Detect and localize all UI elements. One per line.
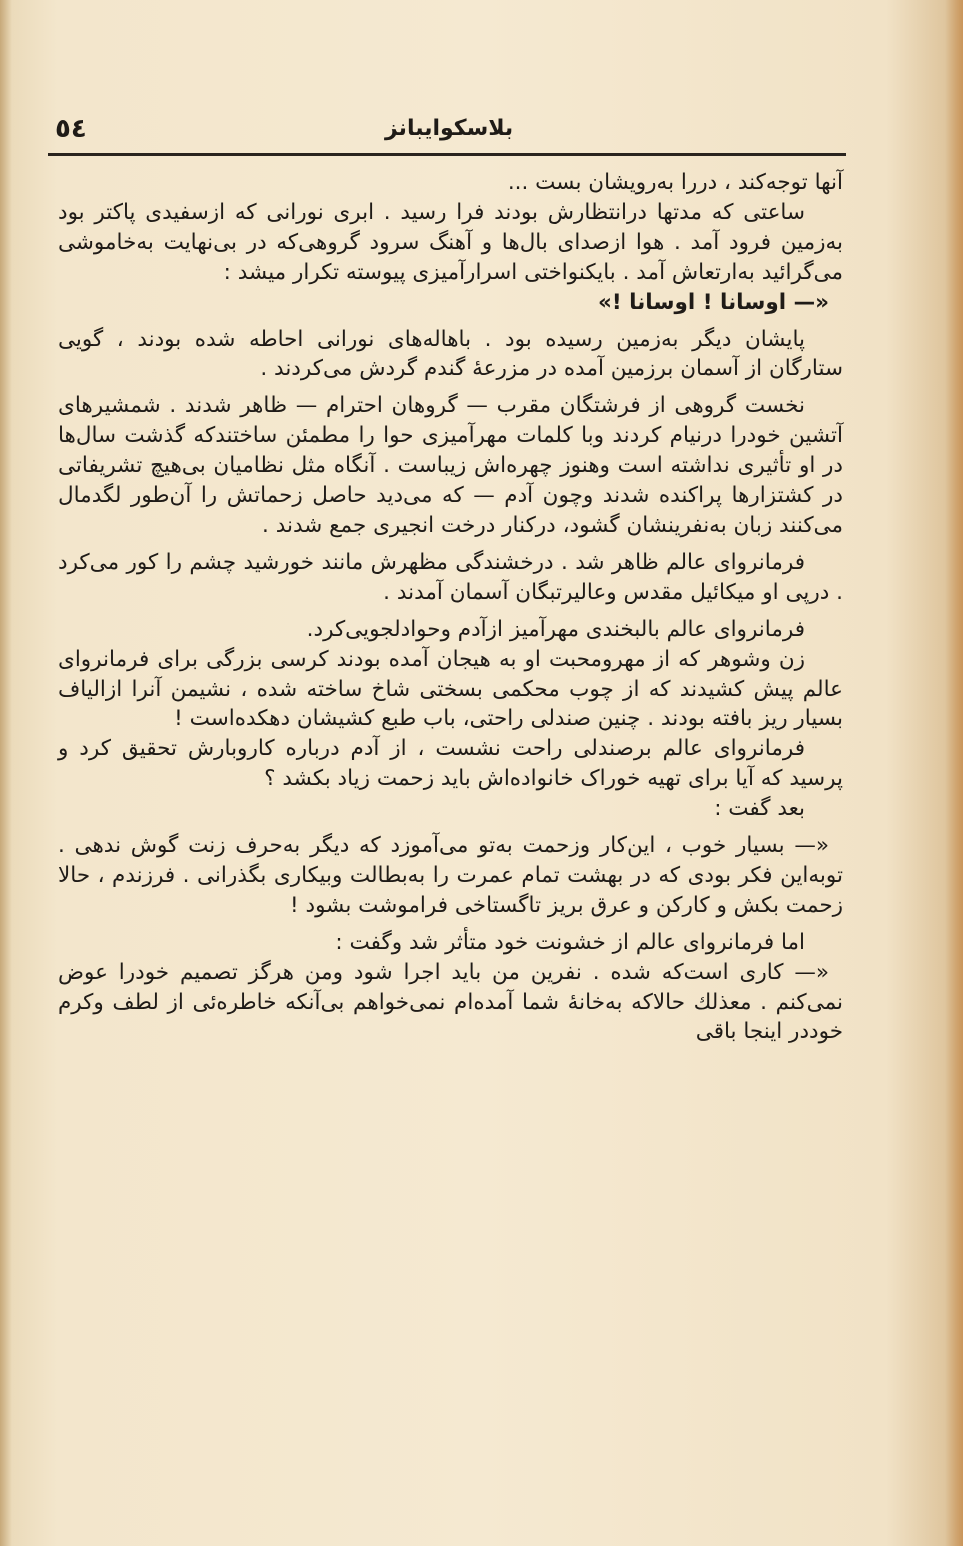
page-number: ٥٤ [55, 114, 87, 144]
header-rule [48, 153, 846, 156]
paragraph: اما فرمانروای عالم از خشونت خود متأثر شد وگفت : [335, 929, 805, 955]
paragraph: پایشان دیگر به‌زمین رسیده بود . باهاله‌های نورانی احاطه شده بودند ، گویی ستارگان از آسمان برزمین آمده در مزرعهٔ گندم گردش می‌کردند . [58, 326, 843, 382]
paragraph: بعد گفت : [714, 796, 805, 822]
body-text [58, 168, 843, 1047]
paragraph: نخست گروهی از فرشتگان مقرب — گروهان احترام — ظاهر شدند . شمشیرهای آتشین خودرا درنیام کردند وبا کلمات مهرآمیزی حوا را مطمئن ساختندکه گذشت سال‌ها در او تأثیری نداشته است وهنوز چهره‌اش زیباست . آنگاه مثل نظامیان بی‌هیچ تشریفاتی در کشتزارها پراکنده شدند وچون آدم — که می‌دید حاصل زحماتش را آن‌طور لگدمال می‌کنند زبان به‌نفرینشان گشود، درکنار درخت انجیری جمع شدند . [58, 393, 843, 538]
page-edge-shadow-left [0, 0, 12, 1546]
quote-paragraph: «— بسیار خوب ، این‌کار وزحمت به‌تو می‌آموزد که دیگر به‌حرف زنت گوش ندهی . توبه‌این فکر بودی که در بهشت تمام عمرت را به‌بطالت وبیکاری بگذرانی . فرزندم ، حالا زحمت بکش و کارکن و عرق بریز تاگستاخی فراموشت بشود ! [58, 833, 843, 918]
paragraph: زن وشوهر که از مهرومحبت او به هیجان آمده بودند کرسی بزرگی برای فرمانروای عالم پیش کشیدند که از چوب محکمی بسختی شاخ ساخته شده ، نشیمن آنرا ازالیاف بسیار ریز بافته بودند . چنین صندلی راحتی، باب طبع کشیشان دهکده‌است ! [58, 646, 843, 732]
paragraph: آنها توجه‌کند ، دررا به‌رویشان بست ... [507, 170, 843, 195]
quote-paragraph: «— کاری است‌که شده . نفرین من باید اجرا شود ومن هرگز تصمیم خودرا عوض نمی‌کنم . معذلك حالاکه به‌خانهٔ شما آمده‌ام نمی‌خواهم بی‌آنکه خاطره‌ئی از لطف وکرم خوددر اینجا باقی [58, 959, 843, 1045]
page-edge-shadow-right [945, 0, 963, 1546]
paragraph: فرمانروای عالم برصندلی راحت نشست ، از آدم درباره کاروبارش تحقیق کرد و پرسید که آیا برای تهیه خوراک خانواده‌اش باید زحمت زیاد بکشد ؟ [58, 736, 843, 792]
chant-quote: «— اوسانا ! اوسانا !» [597, 289, 829, 315]
paragraph: فرمانروای عالم بالبخندی مهرآمیز ازآدم وحوادلجویی‌کرد. [306, 616, 805, 642]
paragraph: فرمانروای عالم ظاهر شد . درخشندگی مظهرش مانند خورشید چشم را کور می‌کرد . درپی او میکائیل مقدس وعالیرتبگان آسمان آمدند . [58, 549, 843, 605]
paragraph: ساعتی که مدتها درانتظارش بودند فرا رسید . ابری نورانی که ازسفیدی پاکتر بود به‌زمین فرود آمد . هوا ازصدای بال‌ها و آهنگ سرود گروهی‌که در بی‌نهایت به‌خاموشی می‌گرائید به‌ارتعاش آمد . بایکنواختی اسرارآمیزی پیوسته تکرار میشد : [58, 199, 843, 285]
page-header [55, 110, 850, 150]
running-title: بلاسکوایبانز [385, 116, 514, 141]
